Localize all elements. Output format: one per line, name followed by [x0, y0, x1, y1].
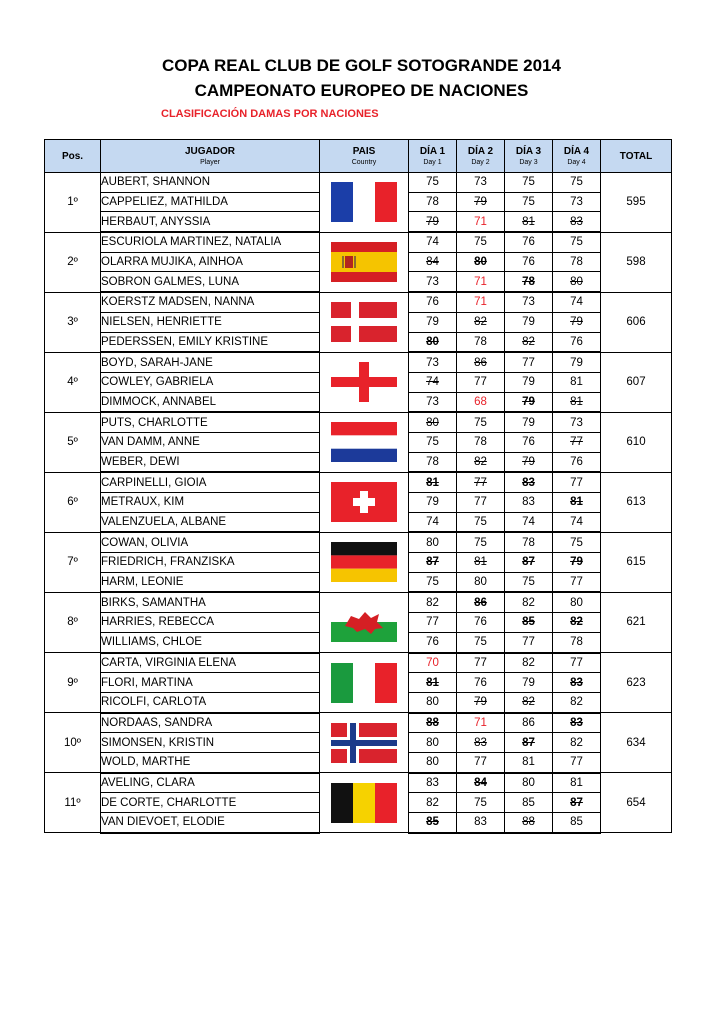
team-total: 634 — [601, 713, 672, 773]
score-day2: 79 — [457, 692, 505, 712]
header-day1: DÍA 1 Day 1 — [409, 140, 457, 173]
player-name: CARPINELLI, GIOIA — [101, 472, 320, 492]
score-day1: 79 — [409, 312, 457, 332]
position-cell: 2º — [45, 232, 101, 292]
score-day1: 80 — [409, 692, 457, 712]
score-day1: 85 — [409, 813, 457, 833]
player-name: SOBRON GALMES, LUNA — [101, 272, 320, 292]
player-name: CARTA, VIRGINIA ELENA — [101, 653, 320, 673]
table-row — [45, 653, 672, 673]
page-title: COPA REAL CLUB DE GOLF SOTOGRANDE 2014 — [162, 56, 561, 75]
player-name: VAN DAMM, ANNE — [101, 432, 320, 452]
score-day2: 82 — [457, 452, 505, 472]
position-cell: 1º — [45, 173, 101, 233]
player-name: NIELSEN, HENRIETTE — [101, 312, 320, 332]
table-row — [45, 352, 672, 372]
score-day2: 77 — [457, 372, 505, 392]
score-day2: 77 — [457, 472, 505, 492]
position-cell: 7º — [45, 532, 101, 592]
player-name: DIMMOCK, ANNABEL — [101, 392, 320, 412]
score-day2: 71 — [457, 292, 505, 312]
player-name: FRIEDRICH, FRANZISKA — [101, 553, 320, 573]
score-day4: 77 — [553, 653, 601, 673]
score-day4: 73 — [553, 192, 601, 212]
norway-flag-icon — [320, 713, 409, 773]
score-day1: 73 — [409, 352, 457, 372]
score-day3: 79 — [505, 312, 553, 332]
score-day4: 83 — [553, 212, 601, 232]
team-total: 615 — [601, 532, 672, 592]
team-total: 623 — [601, 653, 672, 713]
results-table — [44, 139, 672, 834]
score-day4: 82 — [553, 733, 601, 753]
score-day3: 83 — [505, 493, 553, 513]
table-row — [45, 232, 672, 252]
score-day4: 77 — [553, 432, 601, 452]
team-total: 621 — [601, 592, 672, 652]
score-day4: 79 — [553, 553, 601, 573]
player-name: COWAN, OLIVIA — [101, 532, 320, 552]
score-day3: 75 — [505, 192, 553, 212]
score-day4: 85 — [553, 813, 601, 833]
team-total: 598 — [601, 232, 672, 292]
header-pos: Pos. — [45, 140, 101, 173]
score-day2: 75 — [457, 412, 505, 432]
score-day2: 86 — [457, 352, 505, 372]
score-day3: 86 — [505, 713, 553, 733]
score-day3: 76 — [505, 232, 553, 252]
score-day1: 80 — [409, 412, 457, 432]
score-day2: 83 — [457, 813, 505, 833]
score-day2: 78 — [457, 432, 505, 452]
score-day4: 75 — [553, 173, 601, 193]
score-day1: 74 — [409, 512, 457, 532]
player-name: ESCURIOLA MARTINEZ, NATALIA — [101, 232, 320, 252]
header-player: JUGADOR Player — [101, 140, 320, 173]
player-name: METRAUX, KIM — [101, 493, 320, 513]
score-day3: 82 — [505, 653, 553, 673]
score-day3: 76 — [505, 432, 553, 452]
score-day1: 80 — [409, 532, 457, 552]
position-cell: 3º — [45, 292, 101, 352]
score-day3: 78 — [505, 272, 553, 292]
score-day3: 76 — [505, 252, 553, 272]
netherlands-flag-icon — [320, 412, 409, 472]
score-day1: 75 — [409, 572, 457, 592]
player-name: VAN DIEVOET, ELODIE — [101, 813, 320, 833]
france-flag-icon — [320, 173, 409, 233]
score-day2: 76 — [457, 673, 505, 693]
table-row — [45, 713, 672, 733]
score-day3: 78 — [505, 532, 553, 552]
score-day2: 80 — [457, 252, 505, 272]
player-name: NORDAAS, SANDRA — [101, 713, 320, 733]
score-day3: 79 — [505, 673, 553, 693]
score-day1: 76 — [409, 292, 457, 312]
table-row — [45, 292, 672, 312]
score-day4: 75 — [553, 232, 601, 252]
position-cell: 6º — [45, 472, 101, 532]
position-cell: 11º — [45, 773, 101, 833]
player-name: HARM, LEONIE — [101, 572, 320, 592]
player-name: AVELING, CLARA — [101, 773, 320, 793]
header-country: PAIS Country — [320, 140, 409, 173]
score-day4: 82 — [553, 613, 601, 633]
germany-flag-icon — [320, 532, 409, 592]
score-day3: 79 — [505, 412, 553, 432]
table-row — [45, 412, 672, 432]
score-day1: 76 — [409, 632, 457, 652]
score-day1: 84 — [409, 252, 457, 272]
table-row — [45, 773, 672, 793]
score-day1: 88 — [409, 713, 457, 733]
team-total: 610 — [601, 412, 672, 472]
score-day2: 77 — [457, 752, 505, 772]
italy-flag-icon — [320, 653, 409, 713]
player-name: WEBER, DEWI — [101, 452, 320, 472]
score-day2: 73 — [457, 173, 505, 193]
score-day1: 78 — [409, 452, 457, 472]
score-day3: 87 — [505, 733, 553, 753]
spain-flag-icon — [320, 232, 409, 292]
score-day2: 86 — [457, 592, 505, 612]
table-row — [45, 532, 672, 552]
player-name: DE CORTE, CHARLOTTE — [101, 793, 320, 813]
table-row — [45, 472, 672, 492]
score-day3: 75 — [505, 572, 553, 592]
score-day4: 80 — [553, 592, 601, 612]
score-day3: 82 — [505, 692, 553, 712]
score-day1: 81 — [409, 472, 457, 492]
score-day4: 77 — [553, 572, 601, 592]
score-day2: 75 — [457, 632, 505, 652]
score-day1: 77 — [409, 613, 457, 633]
score-day3: 82 — [505, 592, 553, 612]
table-row — [45, 173, 672, 193]
score-day1: 87 — [409, 553, 457, 573]
score-day4: 74 — [553, 512, 601, 532]
score-day2: 75 — [457, 232, 505, 252]
score-day1: 80 — [409, 752, 457, 772]
classification-label: CLASIFICACIÓN DAMAS POR NACIONES — [161, 108, 379, 120]
score-day4: 87 — [553, 793, 601, 813]
score-day2: 80 — [457, 572, 505, 592]
denmark-flag-icon — [320, 292, 409, 352]
header-day3: DÍA 3 Day 3 — [505, 140, 553, 173]
player-name: SIMONSEN, KRISTIN — [101, 733, 320, 753]
score-day2: 71 — [457, 272, 505, 292]
score-day3: 75 — [505, 173, 553, 193]
position-cell: 9º — [45, 653, 101, 713]
score-day3: 81 — [505, 212, 553, 232]
player-name: HERBAUT, ANYSSIA — [101, 212, 320, 232]
score-day4: 83 — [553, 673, 601, 693]
player-name: PUTS, CHARLOTTE — [101, 412, 320, 432]
score-day3: 79 — [505, 452, 553, 472]
position-cell: 10º — [45, 713, 101, 773]
score-day3: 85 — [505, 793, 553, 813]
score-day3: 77 — [505, 352, 553, 372]
score-day3: 81 — [505, 752, 553, 772]
score-day3: 79 — [505, 392, 553, 412]
score-day4: 82 — [553, 692, 601, 712]
header-total: TOTAL — [601, 140, 672, 173]
score-day1: 70 — [409, 653, 457, 673]
score-day2: 82 — [457, 312, 505, 332]
score-day3: 74 — [505, 512, 553, 532]
score-day2: 68 — [457, 392, 505, 412]
team-total: 654 — [601, 773, 672, 833]
score-day1: 79 — [409, 493, 457, 513]
score-day3: 79 — [505, 372, 553, 392]
position-cell: 8º — [45, 592, 101, 652]
score-day4: 79 — [553, 352, 601, 372]
score-day2: 71 — [457, 212, 505, 232]
score-day2: 84 — [457, 773, 505, 793]
player-name: VALENZUELA, ALBANE — [101, 512, 320, 532]
score-day1: 83 — [409, 773, 457, 793]
score-day4: 81 — [553, 392, 601, 412]
score-day3: 82 — [505, 332, 553, 352]
score-day3: 80 — [505, 773, 553, 793]
score-day4: 80 — [553, 272, 601, 292]
page-subtitle: CAMPEONATO EUROPEO DE NACIONES — [194, 81, 529, 100]
score-day1: 74 — [409, 232, 457, 252]
wales-flag-icon — [320, 592, 409, 652]
score-day1: 79 — [409, 212, 457, 232]
score-day4: 76 — [553, 332, 601, 352]
header-day4: DÍA 4 Day 4 — [553, 140, 601, 173]
score-day3: 88 — [505, 813, 553, 833]
header-day2: DÍA 2 Day 2 — [457, 140, 505, 173]
score-day1: 74 — [409, 372, 457, 392]
score-day2: 75 — [457, 532, 505, 552]
team-total: 606 — [601, 292, 672, 352]
score-day2: 83 — [457, 733, 505, 753]
score-day2: 76 — [457, 613, 505, 633]
switzerland-flag-icon — [320, 472, 409, 532]
team-total: 595 — [601, 173, 672, 233]
player-name: AUBERT, SHANNON — [101, 173, 320, 193]
score-day4: 78 — [553, 632, 601, 652]
score-day4: 81 — [553, 372, 601, 392]
score-day1: 78 — [409, 192, 457, 212]
score-day2: 79 — [457, 192, 505, 212]
position-cell: 5º — [45, 412, 101, 472]
score-day3: 77 — [505, 632, 553, 652]
player-name: HARRIES, REBECCA — [101, 613, 320, 633]
team-total: 613 — [601, 472, 672, 532]
score-day2: 77 — [457, 653, 505, 673]
player-name: WILLIAMS, CHLOE — [101, 632, 320, 652]
table-row — [45, 592, 672, 612]
score-day4: 76 — [553, 452, 601, 472]
score-day4: 79 — [553, 312, 601, 332]
score-day2: 75 — [457, 793, 505, 813]
player-name: BIRKS, SAMANTHA — [101, 592, 320, 612]
player-name: PEDERSSEN, EMILY KRISTINE — [101, 332, 320, 352]
player-name: KOERSTZ MADSEN, NANNA — [101, 292, 320, 312]
score-day4: 73 — [553, 412, 601, 432]
score-day4: 81 — [553, 773, 601, 793]
score-day1: 80 — [409, 733, 457, 753]
score-day1: 73 — [409, 272, 457, 292]
score-day3: 73 — [505, 292, 553, 312]
score-day4: 83 — [553, 713, 601, 733]
belgium-flag-icon — [320, 773, 409, 833]
england-flag-icon — [320, 352, 409, 412]
score-day1: 75 — [409, 173, 457, 193]
team-total: 607 — [601, 352, 672, 412]
player-name: COWLEY, GABRIELA — [101, 372, 320, 392]
score-day3: 85 — [505, 613, 553, 633]
score-day3: 87 — [505, 553, 553, 573]
player-name: FLORI, MARTINA — [101, 673, 320, 693]
score-day1: 82 — [409, 793, 457, 813]
score-day1: 80 — [409, 332, 457, 352]
score-day3: 83 — [505, 472, 553, 492]
score-day4: 77 — [553, 472, 601, 492]
player-name: CAPPELIEZ, MATHILDA — [101, 192, 320, 212]
score-day2: 81 — [457, 553, 505, 573]
score-day1: 82 — [409, 592, 457, 612]
score-day1: 73 — [409, 392, 457, 412]
score-day1: 81 — [409, 673, 457, 693]
position-cell: 4º — [45, 352, 101, 412]
score-day4: 75 — [553, 532, 601, 552]
player-name: WOLD, MARTHE — [101, 752, 320, 772]
score-day2: 77 — [457, 493, 505, 513]
score-day2: 71 — [457, 713, 505, 733]
player-name: RICOLFI, CARLOTA — [101, 692, 320, 712]
score-day2: 78 — [457, 332, 505, 352]
score-day4: 74 — [553, 292, 601, 312]
score-day4: 81 — [553, 493, 601, 513]
score-day1: 75 — [409, 432, 457, 452]
score-day2: 75 — [457, 512, 505, 532]
player-name: OLARRA MUJIKA, AINHOA — [101, 252, 320, 272]
score-day4: 77 — [553, 752, 601, 772]
player-name: BOYD, SARAH-JANE — [101, 352, 320, 372]
score-day4: 78 — [553, 252, 601, 272]
